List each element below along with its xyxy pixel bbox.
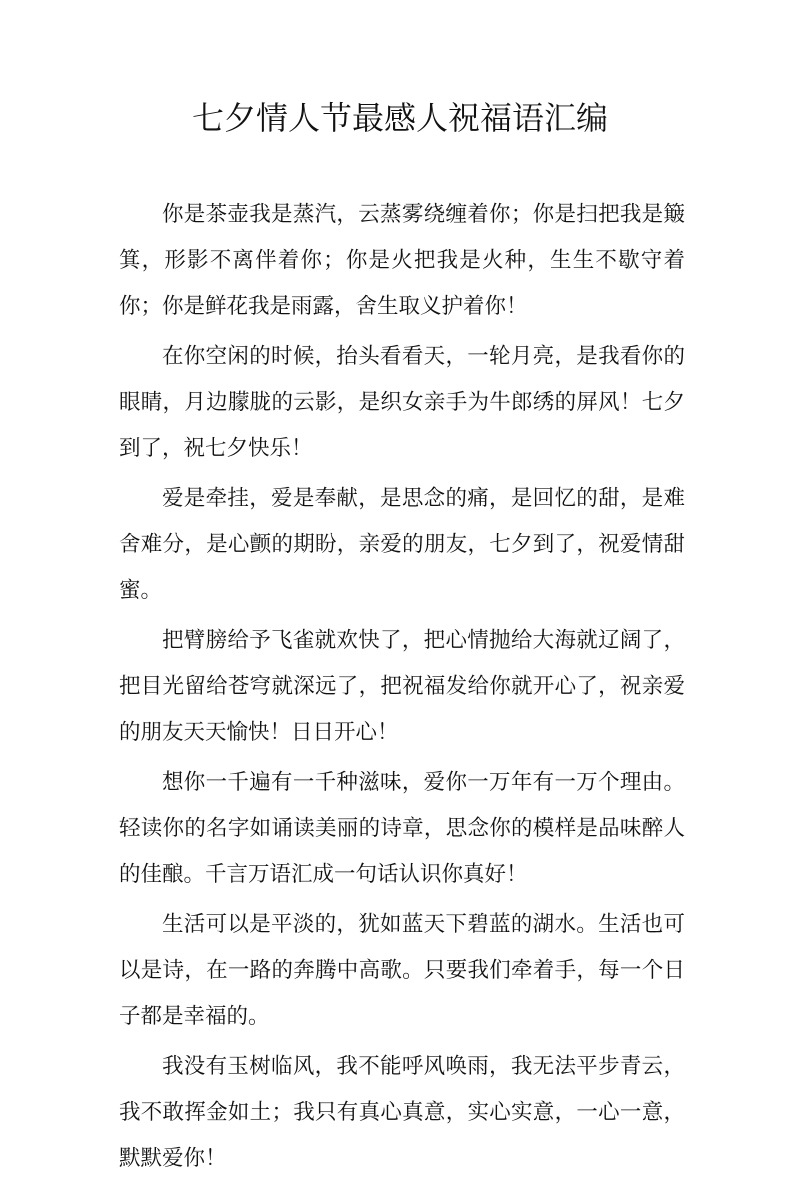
paragraph: 生活可以是平淡的，犹如蓝天下碧蓝的湖水。生活也可以是诗，在一路的奔腾中高歌。只要我们牵着手，每一个日子都是幸福的。 [119,912,685,1029]
document-body [119,192,685,1186]
paragraph: 把臂膀给予飞雀就欢快了，把心情抛给大海就辽阔了，把目光留给苍穹就深远了，把祝福发给你就开心了，祝亲爱的朋友天天愉快！日日开心！ [119,628,685,745]
document-title: 七夕情人节最感人祝福语汇编 [191,99,608,137]
paragraph: 想你一千遍有一千种滋味，爱你一万年有一万个理由。轻读你的名字如诵读美丽的诗章，思念你的模样是品味醉人的佳酿。千言万语汇成一句话认识你真好！ [119,770,685,887]
paragraph: 我没有玉树临风，我不能呼风唤雨，我无法平步青云，我不敢挥金如土；我只有真心真意，实心实意，一心一意，默默爱你！ [119,1054,685,1171]
paragraph: 在你空闲的时候，抬头看看天，一轮月亮，是我看你的眼睛，月边朦胧的云影，是织女亲手为牛郎绣的屏风！七夕到了，祝七夕快乐！ [119,344,685,461]
paragraph: 你是茶壶我是蒸汽，云蒸雾绕缠着你；你是扫把我是簸箕，形影不离伴着你；你是火把我是火种，生生不歇守着你；你是鲜花我是雨露，舍生取义护着你！ [119,202,685,319]
paragraph: 爱是牵挂，爱是奉献，是思念的痛，是回忆的甜，是难舍难分，是心颤的期盼，亲爱的朋友，七夕到了，祝爱情甜蜜。 [119,486,685,603]
